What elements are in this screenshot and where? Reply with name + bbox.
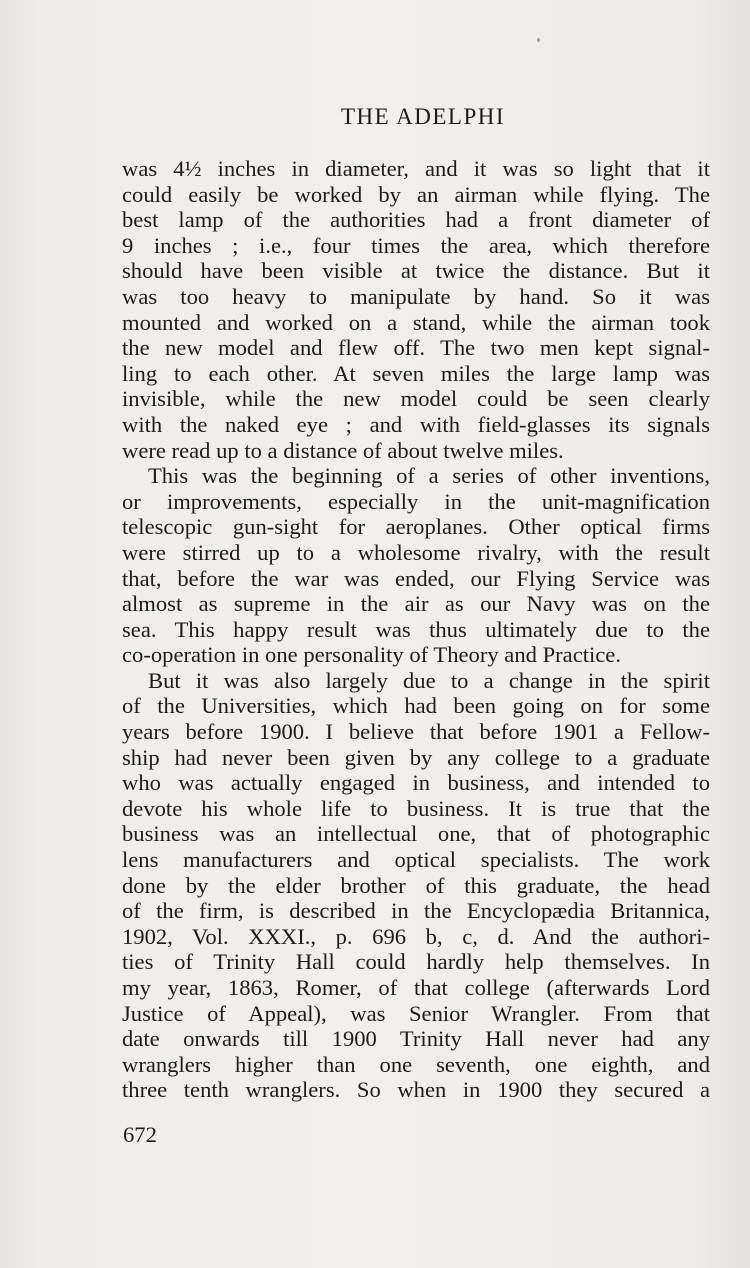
text-line: of the firm, is described in the Encyclopædia Britannica, [122,898,710,924]
text-line: wranglers higher than one seventh, one eighth, and [122,1051,710,1077]
text-line: sea. This happy result was thus ultimately due to the [122,616,710,642]
text-line: was 4½ inches in diameter, and it was so light that it [122,156,710,181]
text-line: telescopic gun-sight for aeroplanes. Other optical firms [122,514,710,540]
text-line: or improvements, especially in the unit-magnification [122,488,710,514]
text-line: should have been visible at twice the distance. But it [122,258,710,284]
text-line: was too heavy to manipulate by hand. So it was [122,283,710,309]
text-line: best lamp of the authorities had a front diameter of [122,207,710,233]
text-line: were read up to a distance of about twelve miles. [122,437,564,463]
text-line: lens manufacturers and optical specialists. The work [122,847,710,873]
paper-speck [537,38,540,42]
text-line: that, before the war was ended, our Flying Service was [122,565,710,591]
text-line: the new model and flew off. The two men kept signal- [122,335,710,361]
text-line: 1902, Vol. XXXI., p. 696 b, c, d. And the authori- [122,923,710,949]
running-head: THE ADELPHI [340,104,506,129]
text-line: of the Universities, which had been going on for some [122,693,710,719]
text-line: But it was also largely due to a change in the spirit [148,667,710,693]
text-line: business was an intellectual one, that of photographic [122,821,710,847]
text-line: were stirred up to a wholesome rivalry, with the result [122,539,710,565]
text-line: This was the beginning of a series of other inventions, [148,463,710,489]
text-line: who was actually engaged in business, and intended to [122,770,710,796]
text-line: done by the elder brother of this graduate, the head [122,872,710,898]
text-line: co-operation in one personality of Theory and Practice. [122,642,621,668]
text-line: Justice of Appeal), was Senior Wrangler. From that [122,1000,710,1026]
text-line: date onwards till 1900 Trinity Hall never had any [122,1026,710,1052]
text-line: my year, 1863, Romer, of that college (afterwards Lord [122,975,710,1000]
text-line: mounted and worked on a stand, while the airman took [122,309,710,335]
text-line: with the naked eye ; and with field-glasses its signals [122,411,710,437]
text-line: almost as supreme in the air as our Navy was on the [122,591,710,617]
body-text [122,156,710,1103]
text-line: ties of Trinity Hall could hardly help themselves. In [122,949,710,975]
text-line: could easily be worked by an airman while flying. The [122,181,710,207]
text-line: years before 1900. I believe that before 1901 a Fellow- [122,719,710,745]
text-line: invisible, while the new model could be seen clearly [122,386,710,412]
text-line: ling to each other. At seven miles the large lamp was [122,360,710,386]
text-line: ship had never been given by any college to a graduate [122,744,710,770]
text-line: three tenth wranglers. So when in 1900 they secured a [122,1077,710,1103]
text-line: devote his whole life to business. It is true that the [122,795,710,821]
text-line: 9 inches ; i.e., four times the area, which therefore [122,232,710,258]
page-number: 672 [123,1122,157,1147]
